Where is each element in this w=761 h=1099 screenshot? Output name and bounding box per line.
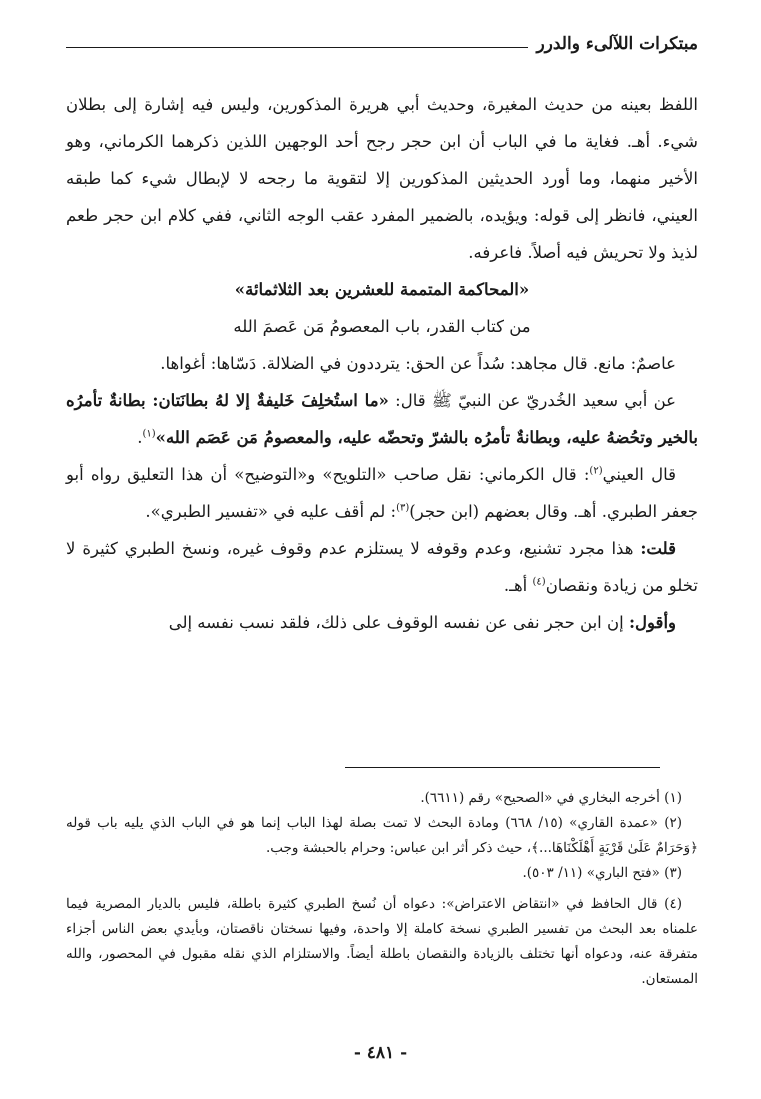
ayni-part-a: قال العيني: [602, 465, 676, 484]
footnote-ref-3: (٣): [396, 502, 410, 514]
running-head: [66, 34, 698, 54]
paragraph-qultu: [66, 530, 698, 604]
hadith-text: «ما استُخلِفَ خَليفةٌ إلا لهُ بطانَتان: بطانةٌ تأمرُه بالخير وتحُضهُ عليه، وبطانةٌ تأمرُه بالشرّ وتحضّه عليه، والمعصومُ مَن عَصَم الله»: [66, 391, 698, 447]
paragraph-aqulu: [66, 604, 698, 641]
footnote-ref-4: (٤): [532, 576, 546, 588]
section-heading: «المحاكمة المتممة للعشرين بعد الثلاثمائة»: [234, 280, 530, 299]
section-subheading: من كتاب القدر، باب المعصومُ مَن عَصمَ الله: [233, 317, 531, 336]
running-title: مبتكرات اللآلىء والدرر: [536, 34, 698, 54]
hadith-end: .: [137, 428, 143, 447]
main-text: [66, 86, 698, 641]
qultu-end: أهـ.: [503, 576, 533, 595]
qultu-text: هذا مجرد تشنيع، وعدم وقوفه لا يستلزم عدم وقوف غيره، ونسخ الطبري كثيرة لا تخلو من زيادة ونقصان: [66, 539, 698, 595]
footnote-separator: [345, 767, 660, 768]
hadith-intro: عن أبي سعيد الخُدريّ عن النبيّ ﷺ قال:: [388, 391, 676, 410]
page-number: - ٤٨١ -: [353, 1043, 408, 1063]
footnote-1: (١) أخرجه البخاري في «الصحيح» رقم (٦٦١١).: [420, 790, 682, 806]
ayni-part-c: : لم أقف عليه في «تفسير الطبري».: [145, 502, 397, 521]
paragraph-hadith: [66, 382, 698, 456]
paragraph-ayni: [66, 456, 698, 530]
aqulu-label: وأقول:: [628, 613, 676, 632]
footnote-ref-2: (٢): [589, 465, 603, 477]
header-rule: [66, 47, 528, 48]
footnote-3: (٣) «فتح الباري» (١١/ ٥٠٣).: [522, 865, 682, 881]
qultu-label: قلت:: [640, 539, 676, 558]
footnotes: [66, 786, 698, 992]
aqulu-text: إن ابن حجر نفى عن نفسه الوقوف على ذلك، فلقد نسب نفسه إلى: [168, 613, 629, 632]
ayni-part-b: : قال الكرماني: نقل صاحب «التلويح» و«التوضيح» أن هذا التعليق رواه أبو جعفر الطبري. أهـ. وقال بعضهم (ابن حجر): [66, 465, 698, 521]
footnote-2: (٢) «عمدة القاري» (١٥/ ٦٦٨) ومادة البحث لا تمت بصلة لهذا الباب إنما هو في الباب الذي يليه باب قوله ﴿وَحَرَامٌ عَلَىٰ قَرْيَةٍ أَهْلَكْنَاهَا...﴾، حيث ذكر أثر ابن عباس: وحرام بالحبشة وجب.: [66, 815, 698, 856]
footnote-4: (٤) قال الحافظ في «انتقاض الاعتراض»: دعواه أن نُسخ الطبري كثيرة باطلة، فليس بالديار المصرية فيما علمناه بعد البحث من تفسير الطبري نسخة كاملة إلا واحدة، وفيها نسختان ناقصتان، وبأيدي بعض الناس أجزاء متفرقة عنه، ودعواه أنها تختلف بالزيادة والنقصان باطلة أيضاً. والاستلزام الذي نقله مقبول في المحصور، والله المستعان.: [66, 896, 698, 987]
paragraph-asim: عاصمٌ: مانع. قال مجاهد: سُداً عن الحق: يترددون في الضلالة. دَسّاها: أغواها.: [160, 354, 676, 373]
footnote-ref-1: (١): [142, 428, 156, 440]
paragraph-continuation: اللفظ بعينه من حديث المغيرة، وحديث أبي هريرة المذكورين، وليس فيه إشارة إلى بطلان شيء. أهـ. فغاية ما في الباب أن ابن حجر رجح أحد الوجهين اللذين ذكرهما الكرماني، وهو الأخير منهما، وما أورد الحديثين المذكورين إلا لتقوية ما رجحه لا لإبطال شيء كما طبقه العيني، فانظر إلى قوله: ويؤيده، بالضمير المفرد عقب الوجه الثاني، ففي كلام ابن حجر طعم لذيذ ولا تحريش فيه أصلاً. فاعرفه.: [66, 95, 698, 262]
